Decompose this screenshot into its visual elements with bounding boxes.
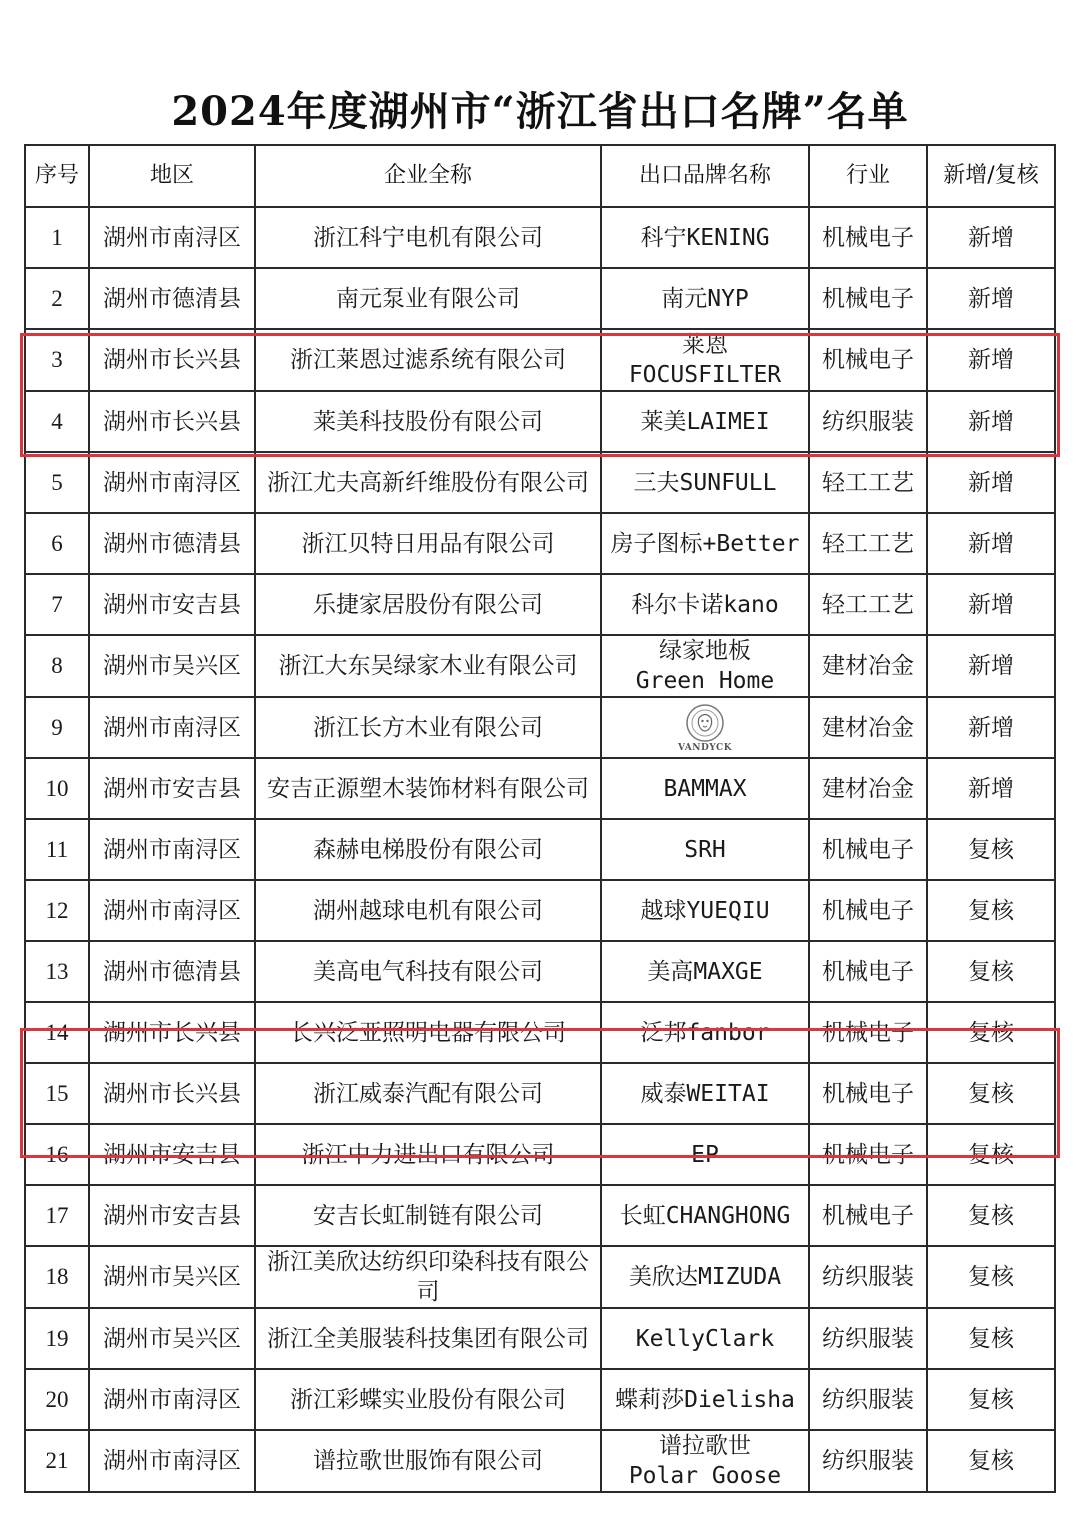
table-row — [25, 207, 1055, 268]
brand-name-cell — [601, 635, 809, 697]
company-name-cell: 浙江贝特日用品有限公司 — [255, 513, 601, 574]
brand-name-line: 南元NYP — [661, 285, 749, 312]
status-cell: 复核 — [927, 1063, 1055, 1124]
brand-name-cell — [601, 1369, 809, 1430]
serial-number-cell: 7 — [25, 574, 89, 635]
serial-number-cell: 13 — [25, 941, 89, 1002]
serial-number-cell: 21 — [25, 1430, 89, 1492]
table-row — [25, 758, 1055, 819]
industry-cell: 机械电子 — [809, 1124, 927, 1185]
brand-name-line: 威泰WEITAI — [640, 1080, 770, 1107]
brand-name-cell — [601, 1308, 809, 1369]
region-cell: 湖州市南浔区 — [89, 207, 255, 268]
company-name-cell: 乐捷家居股份有限公司 — [255, 574, 601, 635]
industry-cell: 机械电子 — [809, 1185, 927, 1246]
header-region: 地区 — [89, 145, 255, 207]
brand-name-cell — [601, 1185, 809, 1246]
table-row — [25, 1002, 1055, 1063]
company-name-cell: 森赫电梯股份有限公司 — [255, 819, 601, 880]
status-cell: 复核 — [927, 880, 1055, 941]
brand-logo — [606, 703, 804, 753]
serial-number-cell: 14 — [25, 1002, 89, 1063]
table-row — [25, 1063, 1055, 1124]
industry-cell: 机械电子 — [809, 1063, 927, 1124]
industry-cell: 机械电子 — [809, 880, 927, 941]
region-cell: 湖州市南浔区 — [89, 697, 255, 758]
serial-number-cell: 19 — [25, 1308, 89, 1369]
status-cell: 新增 — [927, 635, 1055, 697]
company-name-cell: 浙江长方木业有限公司 — [255, 697, 601, 758]
brand-name-line: 科宁KENING — [640, 224, 770, 251]
industry-cell: 轻工工艺 — [809, 452, 927, 513]
industry-cell: 轻工工艺 — [809, 513, 927, 574]
brand-name-line: BAMMAX — [663, 775, 747, 802]
serial-number-cell: 15 — [25, 1063, 89, 1124]
brand-name-line: 绿家地板 — [659, 638, 751, 664]
status-cell: 新增 — [927, 758, 1055, 819]
serial-number-cell: 8 — [25, 635, 89, 697]
brand-name-line: 谱拉歌世 — [659, 1433, 751, 1459]
company-name-cell: 浙江科宁电机有限公司 — [255, 207, 601, 268]
serial-number-cell: 4 — [25, 391, 89, 452]
region-cell: 湖州市德清县 — [89, 941, 255, 1002]
header-status: 新增/复核 — [927, 145, 1055, 207]
brand-name-cell — [601, 268, 809, 329]
serial-number-cell: 17 — [25, 1185, 89, 1246]
brand-name-cell — [601, 819, 809, 880]
industry-cell: 纺织服装 — [809, 1246, 927, 1308]
brand-name-line: Green Home — [635, 668, 775, 694]
industry-cell: 纺织服装 — [809, 1308, 927, 1369]
status-cell: 新增 — [927, 513, 1055, 574]
region-cell: 湖州市南浔区 — [89, 1369, 255, 1430]
industry-cell: 纺织服装 — [809, 391, 927, 452]
company-name-cell: 浙江尤夫高新纤维股份有限公司 — [255, 452, 601, 513]
company-name-cell: 安吉正源塑木装饰材料有限公司 — [255, 758, 601, 819]
status-cell: 复核 — [927, 1185, 1055, 1246]
company-name-cell: 南元泵业有限公司 — [255, 268, 601, 329]
table-row — [25, 391, 1055, 452]
industry-cell: 机械电子 — [809, 207, 927, 268]
table-row — [25, 1430, 1055, 1492]
header-brand: 出口品牌名称 — [601, 145, 809, 207]
table-row — [25, 268, 1055, 329]
company-name-cell: 浙江彩蝶实业股份有限公司 — [255, 1369, 601, 1430]
brand-name-cell — [601, 1246, 809, 1308]
brand-name-cell — [601, 880, 809, 941]
region-cell: 湖州市安吉县 — [89, 1185, 255, 1246]
brand-name-line: 长虹CHANGHONG — [619, 1202, 791, 1229]
brand-name-cell — [601, 941, 809, 1002]
status-cell: 复核 — [927, 941, 1055, 1002]
region-cell: 湖州市安吉县 — [89, 1124, 255, 1185]
industry-cell: 纺织服装 — [809, 1369, 927, 1430]
brand-name-line: 科尔卡诺kano — [631, 591, 779, 618]
table-row — [25, 1246, 1055, 1308]
company-name-cell: 浙江全美服装科技集团有限公司 — [255, 1308, 601, 1369]
table-row — [25, 1308, 1055, 1369]
serial-number-cell: 6 — [25, 513, 89, 574]
brand-logo-wordmark: VANDYCK — [677, 742, 733, 753]
region-cell: 湖州市安吉县 — [89, 758, 255, 819]
brand-name-line: KellyClark — [635, 1325, 775, 1352]
region-cell: 湖州市长兴县 — [89, 391, 255, 452]
region-cell: 湖州市长兴县 — [89, 1063, 255, 1124]
brand-name-line: Polar Goose — [628, 1463, 782, 1489]
header-serial: 序号 — [25, 145, 89, 207]
serial-number-cell: 9 — [25, 697, 89, 758]
company-name-cell: 浙江大东吴绿家木业有限公司 — [255, 635, 601, 697]
company-name-cell: 谱拉歌世服饰有限公司 — [255, 1430, 601, 1492]
region-cell: 湖州市南浔区 — [89, 1430, 255, 1492]
brand-name-cell — [601, 1063, 809, 1124]
status-cell: 新增 — [927, 268, 1055, 329]
table-header — [25, 145, 1055, 207]
header-industry: 行业 — [809, 145, 927, 207]
serial-number-cell: 20 — [25, 1369, 89, 1430]
region-cell: 湖州市吴兴区 — [89, 1308, 255, 1369]
table-row — [25, 513, 1055, 574]
status-cell: 新增 — [927, 207, 1055, 268]
status-cell: 新增 — [927, 697, 1055, 758]
region-cell: 湖州市德清县 — [89, 513, 255, 574]
region-cell: 湖州市德清县 — [89, 268, 255, 329]
industry-cell: 纺织服装 — [809, 1430, 927, 1492]
brand-name-cell — [601, 697, 809, 758]
brand-name-cell — [601, 452, 809, 513]
brand-name-line: 莱美LAIMEI — [640, 408, 770, 435]
company-name-cell: 浙江美欣达纺织印染科技有限公司 — [255, 1246, 601, 1308]
industry-cell: 建材冶金 — [809, 697, 927, 758]
status-cell: 新增 — [927, 329, 1055, 391]
company-name-cell: 浙江莱恩过滤系统有限公司 — [255, 329, 601, 391]
brand-name-cell — [601, 329, 809, 391]
industry-cell: 机械电子 — [809, 941, 927, 1002]
brand-name-line: 泛邦fanbor — [640, 1019, 770, 1046]
status-cell: 新增 — [927, 391, 1055, 452]
region-cell: 湖州市南浔区 — [89, 880, 255, 941]
table-row — [25, 1185, 1055, 1246]
industry-cell: 轻工工艺 — [809, 574, 927, 635]
company-name-cell: 美高电气科技有限公司 — [255, 941, 601, 1002]
serial-number-cell: 3 — [25, 329, 89, 391]
status-cell: 复核 — [927, 1124, 1055, 1185]
industry-cell: 建材冶金 — [809, 635, 927, 697]
company-name-cell: 湖州越球电机有限公司 — [255, 880, 601, 941]
header-company: 企业全称 — [255, 145, 601, 207]
region-cell: 湖州市长兴县 — [89, 1002, 255, 1063]
table-body — [25, 207, 1055, 1492]
industry-cell: 机械电子 — [809, 329, 927, 391]
region-cell: 湖州市长兴县 — [89, 329, 255, 391]
status-cell: 复核 — [927, 1369, 1055, 1430]
region-cell: 湖州市南浔区 — [89, 819, 255, 880]
serial-number-cell: 10 — [25, 758, 89, 819]
table-row — [25, 1369, 1055, 1430]
table-row — [25, 574, 1055, 635]
table-row — [25, 880, 1055, 941]
table-row — [25, 1124, 1055, 1185]
brand-name-line: SRH — [684, 836, 726, 863]
brand-list-table — [24, 144, 1056, 1493]
serial-number-cell: 16 — [25, 1124, 89, 1185]
region-cell: 湖州市安吉县 — [89, 574, 255, 635]
status-cell: 复核 — [927, 1246, 1055, 1308]
industry-cell: 机械电子 — [809, 268, 927, 329]
serial-number-cell: 1 — [25, 207, 89, 268]
region-cell: 湖州市南浔区 — [89, 452, 255, 513]
brand-name-cell — [601, 207, 809, 268]
industry-cell: 建材冶金 — [809, 758, 927, 819]
brand-name-cell — [601, 1430, 809, 1492]
company-name-cell: 长兴泛亚照明电器有限公司 — [255, 1002, 601, 1063]
status-cell: 新增 — [927, 574, 1055, 635]
region-cell: 湖州市吴兴区 — [89, 1246, 255, 1308]
brand-name-cell — [601, 1002, 809, 1063]
table-row — [25, 941, 1055, 1002]
region-cell: 湖州市吴兴区 — [89, 635, 255, 697]
status-cell: 复核 — [927, 1308, 1055, 1369]
company-name-cell: 安吉长虹制链有限公司 — [255, 1185, 601, 1246]
table-row — [25, 819, 1055, 880]
status-cell: 新增 — [927, 452, 1055, 513]
industry-cell: 机械电子 — [809, 819, 927, 880]
status-cell: 复核 — [927, 1430, 1055, 1492]
brand-name-line: 美高MAXGE — [647, 958, 763, 985]
serial-number-cell: 18 — [25, 1246, 89, 1308]
brand-name-line: 莱恩FOCUSFILTER — [628, 332, 782, 388]
brand-name-line: 越球YUEQIU — [640, 897, 770, 924]
brand-name-cell — [601, 758, 809, 819]
brand-name-cell — [601, 513, 809, 574]
brand-name-line: 房子图标+Better — [610, 530, 800, 557]
serial-number-cell: 12 — [25, 880, 89, 941]
status-cell: 复核 — [927, 1002, 1055, 1063]
brand-name-line: 蝶莉莎Dielisha — [615, 1386, 795, 1413]
company-name-cell: 莱美科技股份有限公司 — [255, 391, 601, 452]
company-name-cell: 浙江威泰汽配有限公司 — [255, 1063, 601, 1124]
serial-number-cell: 2 — [25, 268, 89, 329]
serial-number-cell: 5 — [25, 452, 89, 513]
header-row — [25, 145, 1055, 207]
brand-name-line: 美欣达MIZUDA — [628, 1264, 782, 1290]
serial-number-cell: 11 — [25, 819, 89, 880]
table-row — [25, 452, 1055, 513]
lion-emblem-icon — [685, 703, 725, 743]
table-row — [25, 329, 1055, 391]
table-row — [25, 635, 1055, 697]
company-name-cell: 浙江中力进出口有限公司 — [255, 1124, 601, 1185]
status-cell: 复核 — [927, 819, 1055, 880]
brand-name-cell — [601, 391, 809, 452]
brand-name-line: 三夫SUNFULL — [633, 469, 777, 496]
brand-name-cell — [601, 574, 809, 635]
brand-name-line: EP — [691, 1141, 719, 1168]
table-row — [25, 697, 1055, 758]
brand-name-cell — [601, 1124, 809, 1185]
industry-cell: 机械电子 — [809, 1002, 927, 1063]
document-title: 2024年度湖州市“浙江省出口名牌”名单 — [171, 88, 909, 135]
